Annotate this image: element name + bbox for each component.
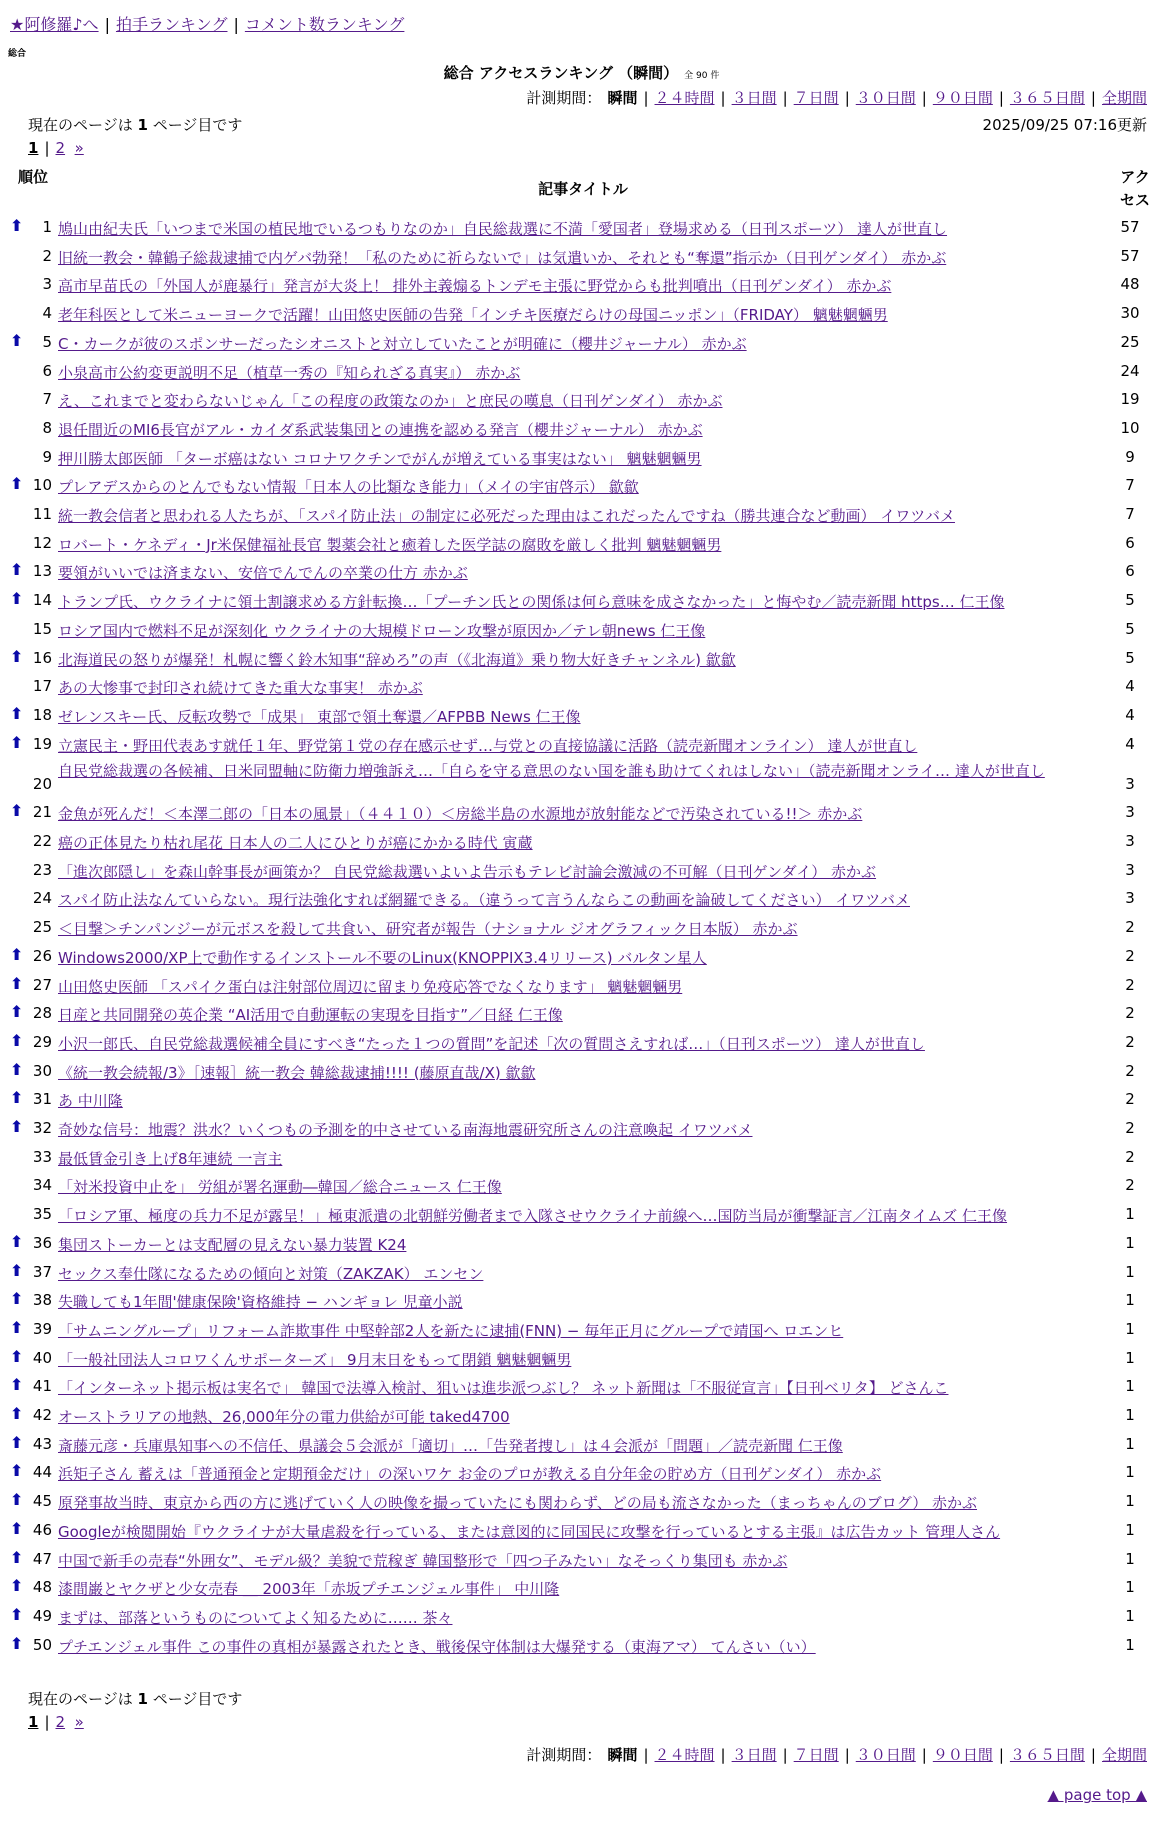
access-count: 1 (1125, 1262, 1135, 1281)
up-arrow-icon: ⬆ (10, 1030, 24, 1050)
article-link[interactable]: スパイ防止法なんていらない。現行法強化すれば網羅できる。（違うって言うんならこの動画を論破してください） イワツバメ (58, 891, 910, 910)
access-count: 1 (1125, 1463, 1135, 1482)
article-link[interactable]: 「対米投資中止を」 労組が署名運動―韓国／総合ニュース 仁王像 (58, 1178, 502, 1197)
rank-number: 32 (32, 1119, 52, 1137)
article-link[interactable]: まずは、部落というものについてよく知るために…… 茶々 (58, 1608, 453, 1627)
article-link[interactable]: 中国で新手の売春“外囲女”、モデル級？美貌で荒稼ぎ 韓国整形で「四つ子みたい」なそっくり集団も 赤かぶ (58, 1551, 788, 1570)
ranking-row (0, 1633, 1163, 1665)
access-count: 24 (1120, 361, 1140, 380)
period-selector-top: 計測期間： 瞬間 | ２４時間 | ３日間 | ７日間 | ３０日間 | ９０日間 | ３６５日間 | 全期間 (526, 89, 1147, 107)
ranking-row (0, 1547, 1163, 1579)
ranking-row (0, 703, 1163, 735)
article-link[interactable]: 金魚が死んだ！＜本澤二郎の「日本の風景」（４４１０）＜房総半島の水源地が放射能などで汚染されている!!＞ 赤かぶ (58, 805, 863, 824)
ranking-row (0, 534, 1163, 563)
period-7d-link[interactable]: ７日間 (793, 89, 839, 107)
up-arrow-icon: ⬆ (10, 1260, 24, 1280)
ranking-row (0, 889, 1163, 918)
up-arrow-icon: ⬆ (10, 944, 24, 964)
rank-number: 49 (32, 1606, 52, 1625)
ranking-row (0, 247, 1163, 276)
up-arrow-icon: ⬆ (10, 1346, 24, 1366)
access-count: 7 (1125, 476, 1135, 495)
rank-number: 15 (32, 619, 52, 638)
page-1-link[interactable]: 1 (28, 1713, 39, 1731)
article-link[interactable]: ＜目撃＞チンパンジーが元ボスを殺して共食い、研究者が報告（ナショナル ジオグラフィック日本版） 赤かぶ (58, 920, 798, 939)
period-24h-link[interactable]: ２４時間 (654, 1746, 715, 1764)
ranking-row (0, 1004, 1163, 1033)
ranking-row (0, 832, 1163, 861)
ranking-row (0, 505, 1163, 534)
up-arrow-icon: ⬆ (10, 1518, 24, 1538)
ranking-row (0, 861, 1163, 890)
rank-number: 43 (32, 1434, 52, 1453)
total-count: 全 90 件 (684, 71, 720, 81)
ranking-row (0, 1377, 1163, 1406)
period-label: 計測期間： (526, 89, 602, 107)
rank-number: 29 (32, 1032, 52, 1051)
access-count: 2 (1125, 946, 1135, 965)
ranking-row (0, 1463, 1163, 1492)
article-link[interactable]: 退任間近のMI6長官がアル・カイダ系武装集団との連携を認める発言（櫻井ジャーナル） 赤かぶ (58, 420, 703, 439)
access-count: 5 (1125, 619, 1135, 638)
article-link[interactable]: 小沢一郎氏、自民党総裁選候補全員にすべき“たった１つの質問”を記述「次の質問さえすれば…」（日刊スポーツ） 達人が世直し (58, 1034, 925, 1053)
ranking-row (0, 1432, 1163, 1464)
nav-separator: | (104, 15, 110, 34)
page-2-link[interactable]: 2 (55, 139, 66, 157)
rank-number: 31 (32, 1090, 52, 1109)
ranking-row (0, 1176, 1163, 1205)
ranking-row (0, 476, 1163, 505)
article-link[interactable]: 統一教会信者と思われる人たちが、「スパイ防止法」の制定に必死だった理由はこれだったんですね（勝共連合など動画） イワツバメ (58, 507, 955, 525)
period-7d-link[interactable]: ７日間 (793, 1746, 839, 1764)
up-arrow-icon: ⬆ (10, 474, 24, 494)
ranking-row (0, 1148, 1163, 1177)
ranking-row (0, 1492, 1163, 1521)
up-arrow-icon: ⬆ (10, 732, 24, 752)
access-count: 1 (1125, 1549, 1135, 1568)
rank-number: 30 (32, 1061, 52, 1080)
ranking-row (0, 677, 1163, 706)
article-link[interactable]: 集団ストーカーとは支配層の見えない暴力装置 K24 (58, 1235, 407, 1254)
article-link[interactable]: 旧統一教会・韓鶴子総裁逮捕で内ゲバ勃発！「私のために祈らないで」は気遣いか、それとも“奪還”指示か（日刊ゲンダイ） 赤かぶ (58, 248, 947, 267)
rank-number: 46 (32, 1520, 52, 1539)
access-count: 10 (1120, 418, 1140, 437)
ranking-row (0, 390, 1163, 419)
ranking-row (0, 1518, 1163, 1550)
ranking-row (0, 362, 1163, 391)
rank-number: 48 (32, 1578, 52, 1597)
ranking-row (0, 591, 1163, 620)
article-link[interactable]: セックス奉仕隊になるための傾向と対策（ZAKZAK） エンセン (58, 1264, 484, 1283)
ranking-row (0, 304, 1163, 333)
rank-number: 8 (42, 418, 52, 437)
access-count: 1 (1125, 1319, 1135, 1338)
article-link[interactable]: 山田悠史医師 「スパイク蛋白は注射部位周辺に留まり免疫応答でなくなります」 魑魅魍魎男 (58, 977, 683, 996)
ranking-row (0, 1205, 1163, 1234)
up-arrow-icon: ⬆ (10, 1088, 24, 1108)
access-count: 57 (1120, 246, 1140, 265)
period-selector-bottom: 計測期間： 瞬間 | ２４時間 | ３日間 | ７日間 | ３０日間 | ９０日間 | ３６５日間 | 全期間 (526, 1746, 1147, 1764)
period-30d-link[interactable]: ３０日間 (855, 1746, 916, 1764)
up-arrow-icon: ⬆ (10, 216, 24, 235)
access-count: 3 (1125, 860, 1135, 879)
article-link[interactable]: 老年科医として米ニューヨークで活躍！山田悠史医師の告発「インチキ医療だらけの母国ニッポン」（FRIDAY） 魑魅魍魎男 (58, 306, 888, 325)
article-link[interactable]: 鳩山由紀夫氏「いつまで米国の植民地でいるつもりなのか」自民総裁選に不満「愛国者」登場求める（日刊スポーツ） 達人が世直し (58, 220, 948, 238)
article-link[interactable]: プチエンジェル事件 この事件の真相が暴露されたとき、戦後保守体制は大爆発する（東海アマ） てんさい（い） (58, 1637, 816, 1656)
article-link[interactable]: 「一般社団法人コロワくんサポーターズ」 9月末日をもって閉鎖 魑魅魍魎男 (58, 1350, 572, 1369)
period-365d-link[interactable]: ３６５日間 (1009, 89, 1085, 107)
access-count: 2 (1125, 1176, 1135, 1195)
access-count: 1 (1125, 1606, 1135, 1625)
ranking-row (0, 218, 1163, 247)
access-count: 3 (1125, 889, 1135, 908)
article-link[interactable]: 「ロシア軍、極度の兵力不足が露呈！」極東派遣の北朝鮮労働者まで入隊させウクライナ前線へ…国防当局が衝撃証言／江南タイムズ 仁王像 (58, 1207, 1008, 1226)
access-count: 1 (1125, 1434, 1135, 1453)
period-current: 瞬間 (607, 1746, 638, 1764)
ranking-row (0, 1030, 1163, 1062)
ranking-row (0, 620, 1163, 649)
comment-ranking-link[interactable]: コメント数ランキング (244, 15, 405, 34)
page-top-link[interactable]: ▲ page top ▲ (1047, 1786, 1147, 1804)
article-link[interactable]: え、これまでと変わらないじゃん「この程度の政策なのか」と庶民の嘆息（日刊ゲンダイ） 赤かぶ (58, 392, 723, 411)
ranking-row (0, 1317, 1163, 1349)
up-arrow-icon: ⬆ (10, 1490, 24, 1510)
article-link[interactable]: 失職しても1年間'健康保険'資格維持 − ハンギョレ 児童小説 (58, 1293, 463, 1312)
up-arrow-icon: ⬆ (10, 646, 24, 666)
period-all-link[interactable]: 全期間 (1101, 1746, 1147, 1764)
article-link[interactable]: 最低賃金引き上げ8年連続 一言主 (58, 1149, 283, 1168)
access-count: 4 (1125, 677, 1135, 696)
access-count: 6 (1125, 533, 1135, 552)
up-arrow-icon: ⬆ (10, 801, 24, 821)
ranking-row (0, 732, 1163, 764)
up-arrow-icon: ⬆ (10, 589, 24, 609)
up-arrow-icon: ⬆ (10, 1576, 24, 1596)
article-link[interactable]: 自民党総裁選の各候補、日米同盟軸に防衛力増強訴え…「自らを守る意思のない国を誰も助けてくれはしない」（読売新聞オンライ… 達人が世直し (58, 762, 1045, 781)
rank-number: 9 (42, 447, 52, 466)
ranking-row (0, 944, 1163, 976)
access-count: 30 (1120, 304, 1140, 323)
article-link[interactable]: 《統一教会続報/3》［速報］統一教会 韓総裁逮捕!!!! (藤原直哉/X) 歙歙 (58, 1063, 536, 1082)
rank-number: 42 (32, 1406, 52, 1424)
clap-ranking-link[interactable]: 拍手ランキング (115, 15, 228, 34)
nav-separator: | (233, 15, 239, 34)
up-arrow-icon: ⬆ (10, 1432, 24, 1452)
next-page-link[interactable]: » (74, 1713, 84, 1731)
access-count: 7 (1125, 505, 1135, 523)
rank-number: 41 (32, 1377, 52, 1396)
up-arrow-icon: ⬆ (10, 1404, 24, 1423)
period-90d-link[interactable]: ９０日間 (932, 1746, 993, 1764)
rank-number: 18 (32, 705, 52, 724)
title-column-header: 記事タイトル (538, 180, 628, 198)
article-link[interactable]: プレアデスからのとんでもない情報「日本人の比類なき能力」（メイの宇宙啓示） 歙歙 (58, 478, 639, 497)
ranking-row (0, 419, 1163, 448)
article-link[interactable]: オーストラリアの地熱、26,000年分の電力供給が可能 taked4700 (58, 1408, 510, 1426)
up-arrow-icon: ⬆ (10, 1547, 24, 1567)
access-count: 1 (1125, 1492, 1135, 1511)
rank-number: 12 (32, 533, 52, 552)
article-link[interactable]: C・カークが彼のスポンサーだったシオニストと対立していたことが明確に（櫻井ジャーナル） 赤かぶ (58, 334, 747, 353)
access-count: 3 (1125, 803, 1135, 822)
access-count: 2 (1125, 1119, 1135, 1137)
rank-number: 24 (32, 889, 52, 908)
rank-number: 25 (32, 918, 52, 937)
rank-number: 17 (32, 677, 52, 696)
rank-number: 19 (32, 734, 52, 753)
ranking-row (0, 763, 1163, 803)
period-all-link[interactable]: 全期間 (1101, 89, 1147, 107)
rank-number: 23 (32, 860, 52, 879)
access-count: 1 (1125, 1348, 1135, 1367)
ranking-row (0, 1260, 1163, 1292)
period-3d-link[interactable]: ３日間 (731, 89, 777, 107)
ranking-row (0, 973, 1163, 1005)
access-count: 2 (1125, 975, 1135, 994)
rank-number: 36 (32, 1233, 52, 1252)
ranking-title: 総合 アクセスランキング （瞬間） (443, 64, 679, 82)
access-count: 2 (1125, 1147, 1135, 1166)
up-arrow-icon: ⬆ (10, 1604, 24, 1624)
up-arrow-icon: ⬆ (10, 703, 24, 723)
article-link[interactable]: あ 中川隆 (58, 1092, 123, 1111)
rank-number: 13 (32, 562, 52, 581)
up-arrow-icon: ⬆ (10, 1117, 24, 1136)
access-count: 1 (1125, 1233, 1135, 1252)
period-30d-link[interactable]: ３０日間 (855, 89, 916, 107)
article-link[interactable]: 小泉高市公約変更説明不足（植草一秀の『知られざる真実』） 赤かぶ (58, 363, 521, 382)
ranking-row (0, 803, 1163, 832)
access-count: 2 (1125, 918, 1135, 937)
rank-number: 2 (42, 246, 52, 265)
ranking-row (0, 448, 1163, 477)
access-count: 57 (1120, 218, 1140, 236)
rank-number: 26 (32, 946, 52, 965)
period-90d-link[interactable]: ９０日間 (932, 89, 993, 107)
period-3d-link[interactable]: ３日間 (731, 1746, 777, 1764)
rank-number: 16 (32, 648, 52, 667)
article-link[interactable]: 要領がいいでは済まない、安倍でんでんの卒業の仕方 赤かぶ (58, 564, 468, 583)
rank-number: 39 (32, 1319, 52, 1338)
article-link[interactable]: ロバート・ケネディ・Jr米保健福祉長官 製薬会社と癒着した医学誌の腐敗を厳しく批判 魑魅魍魎男 (58, 535, 722, 554)
rank-number: 34 (32, 1176, 52, 1195)
access-count: 3 (1125, 775, 1135, 794)
access-count: 1 (1125, 1578, 1135, 1597)
up-arrow-icon: ⬆ (10, 1317, 24, 1337)
rank-number: 3 (42, 275, 52, 294)
period-current: 瞬間 (607, 89, 638, 107)
article-link[interactable]: 押川勝太郎医師 「ターボ癌はない コロナワクチンでがんが増えている事実はない」 魑魅魍魎男 (58, 449, 702, 468)
page-2-link[interactable]: 2 (55, 1713, 66, 1731)
access-count: 1 (1125, 1205, 1135, 1224)
rank-number: 7 (42, 390, 52, 409)
article-link[interactable]: 原発事故当時、東京から西の方に逃げていく人の映像を撮っていたにも関わらず、どの局も流さなかった（まっちゃんのブログ） 赤かぶ (58, 1494, 978, 1513)
rank-number: 33 (32, 1147, 52, 1166)
article-link[interactable]: Windows2000/XP上で動作するインストール不要のLinux(KNOPPIX3.4リリース) バルタン星人 (58, 948, 707, 967)
access-count: 2 (1125, 1061, 1135, 1080)
current-page-text-bottom: 現在のページは 1 ページ目です (28, 1690, 243, 1708)
rank-number: 21 (32, 803, 52, 822)
access-count: 1 (1125, 1377, 1135, 1396)
up-arrow-icon: ⬆ (10, 1231, 24, 1251)
access-count: 48 (1120, 275, 1140, 294)
article-link[interactable]: ゼレンスキー氏、反転攻勢で「成果」 東部で領土奪還／AFPBB News 仁王像 (58, 707, 581, 726)
access-count: 4 (1125, 705, 1135, 724)
rank-number: 37 (32, 1262, 52, 1281)
ranking-row (0, 1059, 1163, 1091)
ranking-row (0, 1406, 1163, 1435)
rank-number: 14 (32, 591, 52, 610)
up-arrow-icon: ⬆ (10, 560, 24, 580)
article-link[interactable]: 癌の正体見たり枯れ尾花 日本人の二人にひとりが癌にかかる時代 寅蔵 (58, 834, 533, 852)
rank-number: 10 (32, 476, 52, 495)
rank-number: 22 (32, 832, 52, 850)
up-arrow-icon: ⬆ (10, 1289, 24, 1309)
rank-number: 44 (32, 1463, 52, 1482)
page-title (0, 62, 1163, 83)
rank-number: 5 (42, 332, 52, 351)
article-link[interactable]: 「進次郎隠し」を森山幹事長が画策か？ 自民党総裁選いよいよ告示もテレビ討論会激減の不可解（日刊ゲンダイ） 赤かぶ (58, 862, 877, 881)
ranking-row (0, 1231, 1163, 1263)
rank-number: 45 (32, 1492, 52, 1511)
article-link[interactable]: トランプ氏、ウクライナに領土割譲求める方針転換…「プーチン氏との関係は何ら意味を成さなかった」と悔やむ／読売新聞 https… 仁王像 (58, 593, 1005, 612)
article-link[interactable]: 奇妙な信号：地震？洪水？いくつもの予測を的中させている南海地震研究所さんの注意喚起 イワツバメ (58, 1121, 753, 1139)
article-link[interactable]: 斎藤元彦・兵庫県知事への不信任、県議会５会派が「適切」…「告発者捜し」は４会派が「問題」／読売新聞 仁王像 (58, 1436, 843, 1455)
ranking-row (0, 918, 1163, 947)
ranking-row (0, 1578, 1163, 1607)
ranking-row (0, 275, 1163, 304)
ranking-row (0, 1090, 1163, 1119)
ranking-row (0, 1291, 1163, 1320)
ranking-row (0, 1346, 1163, 1378)
ranking-row (0, 330, 1163, 362)
up-arrow-icon: ⬆ (10, 973, 24, 993)
access-count: 3 (1125, 832, 1135, 850)
next-page-link[interactable]: » (74, 139, 84, 157)
article-link[interactable]: 漆間巌とヤクザと少女売春 ＿ 2003年「赤坂プチエンジェル事件」 中川隆 (58, 1580, 560, 1599)
category-label: 総合 (8, 49, 27, 59)
up-arrow-icon: ⬆ (10, 1461, 24, 1481)
access-count: 5 (1125, 591, 1135, 610)
article-link[interactable]: 浜矩子さん 蓄えは「普通預金と定期預金だけ」の深いワケ お金のプロが教える自分年金の貯め方（日刊ゲンダイ） 赤かぶ (58, 1465, 882, 1484)
access-count: 5 (1125, 648, 1135, 667)
access-count: 4 (1125, 734, 1135, 753)
access-count: 1 (1125, 1520, 1135, 1539)
rank-column-header: 順位 (18, 168, 49, 186)
article-link[interactable]: 「インターネット掲示板は実名で」 韓国で法導入検討、狙いは進歩派つぶし？ ネット新聞は「不服従宣言」【日刊ベリタ】 どさんこ (58, 1379, 949, 1398)
top-nav (10, 12, 404, 35)
rank-number: 11 (32, 505, 52, 523)
article-link[interactable]: 日産と共同開発の英企業 “AI活用で自動運転の実現を目指す”／日経 仁王像 (58, 1006, 563, 1025)
access-count: 25 (1120, 332, 1140, 351)
ranking-row (0, 1119, 1163, 1148)
rank-number: 27 (32, 975, 52, 994)
article-link[interactable]: Googleが検閲開始『ウクライナが大量虐殺を行っている、または意図的に同国民に攻撃を行っているとする主張』は広告カット 管理人さん (58, 1522, 1001, 1541)
updated-timestamp: 2025/09/25 07:16更新 (982, 116, 1147, 134)
access-count: 9 (1125, 447, 1135, 466)
article-link[interactable]: 高市早苗氏の「外国人が鹿暴行」発言が大炎上！ 排外主義煽るトンデモ主張に野党からも批判噴出（日刊ゲンダイ） 赤かぶ (58, 277, 892, 296)
rank-number: 50 (32, 1635, 52, 1654)
rank-number: 38 (32, 1291, 52, 1310)
article-link[interactable]: あの大惨事で封印され続けてきた重大な事実！ 赤かぶ (58, 679, 423, 698)
rank-number: 6 (42, 361, 52, 380)
asyura-home-link[interactable]: ★阿修羅♪へ (10, 15, 99, 34)
access-column-header: アクセス (1119, 168, 1150, 209)
period-24h-link[interactable]: ２４時間 (654, 89, 715, 107)
pager-top: 1 | 2 » (28, 139, 84, 157)
ranking-row (0, 646, 1163, 678)
article-link[interactable]: ロシア国内で燃料不足が深刻化 ウクライナの大規模ドローン攻撃が原因か／テレ朝news 仁王像 (58, 621, 706, 640)
ranking-row (0, 1604, 1163, 1636)
rank-number: 4 (42, 304, 52, 323)
article-link[interactable]: 北海道民の怒りが爆発！札幌に響く鈴木知事“辞めろ”の声（《北海道》乗り物大好きチャンネル) 歙歙 (58, 650, 736, 669)
period-label: 計測期間： (526, 1746, 602, 1764)
access-count: 1 (1125, 1406, 1135, 1424)
up-arrow-icon: ⬆ (10, 1375, 24, 1395)
access-count: 1 (1125, 1291, 1135, 1310)
access-count: 6 (1125, 562, 1135, 581)
article-link[interactable]: 「サムニングループ」リフォーム詐欺事件 中堅幹部2人を新たに逮捕(FNN) − 毎年正月にグループで靖国へ ロエンヒ (58, 1321, 844, 1340)
page-1-link[interactable]: 1 (28, 139, 39, 157)
rank-number: 47 (32, 1549, 52, 1568)
ranking-row (0, 562, 1163, 591)
access-count: 2 (1125, 1090, 1135, 1109)
access-count: 2 (1125, 1032, 1135, 1051)
access-count: 19 (1120, 390, 1140, 409)
up-arrow-icon: ⬆ (10, 1002, 24, 1022)
rank-number: 1 (42, 218, 52, 236)
access-count: 1 (1125, 1635, 1135, 1654)
rank-number: 35 (32, 1205, 52, 1224)
up-arrow-icon: ⬆ (10, 1633, 24, 1653)
pager-bottom: 1 | 2 » (28, 1713, 84, 1731)
article-link[interactable]: 立憲民主・野田代表あす就任１年、野党第１党の存在感示せず…与党との直接協議に活路（読売新聞オンライン） 達人が世直し (58, 736, 918, 755)
rank-number: 28 (32, 1004, 52, 1023)
rank-number: 40 (32, 1348, 52, 1367)
up-arrow-icon: ⬆ (10, 330, 24, 350)
period-365d-link[interactable]: ３６５日間 (1009, 1746, 1085, 1764)
up-arrow-icon: ⬆ (10, 1059, 24, 1079)
current-page-text: 現在のページは 1 ページ目です (28, 116, 243, 134)
rank-number: 20 (32, 775, 52, 794)
access-count: 2 (1125, 1004, 1135, 1023)
